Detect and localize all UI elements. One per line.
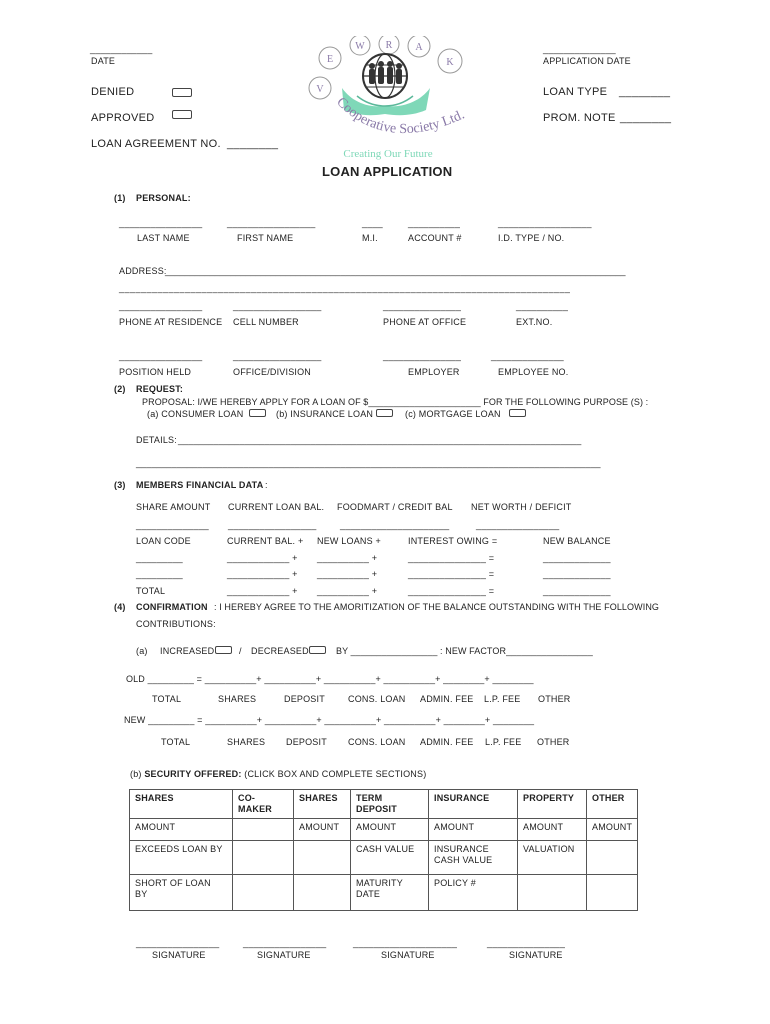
current-bal-label: CURRENT BAL. +	[227, 536, 304, 546]
first-name-label: FIRST NAME	[237, 233, 294, 243]
header-co-maker[interactable]: CO- MAKER	[233, 790, 294, 819]
net-worth-field[interactable]: ________________	[476, 520, 560, 530]
old-admin-fee-label: ADMIN. FEE	[420, 694, 474, 704]
current-loan-bal-field[interactable]: _________________	[228, 520, 317, 530]
signature-line-4[interactable]: _______________	[487, 938, 566, 948]
logo-society-text: Cooperative Society Ltd.	[333, 94, 467, 138]
phone-office-field[interactable]: _______________	[383, 301, 462, 311]
cell-amount[interactable]: AMOUNT	[294, 819, 351, 841]
loan-code-field[interactable]: _________	[136, 553, 183, 563]
details-field-2[interactable]: ___________________________________________________________________________________________	[136, 458, 601, 468]
current-bal-field[interactable]: ____________ +	[227, 553, 298, 563]
new-loans-field[interactable]: __________ +	[317, 569, 378, 579]
interest-owing-label: INTEREST OWING =	[408, 536, 498, 546]
contributions-label: CONTRIBUTIONS:	[136, 619, 216, 629]
decreased-label: DECREASED	[251, 646, 309, 656]
loan-type-label: LOAN TYPE	[543, 86, 608, 98]
security-heading-suffix: (CLICK BOX AND COMPLETE SECTIONS)	[241, 769, 427, 779]
total-interest-field[interactable]: _______________ =	[408, 586, 495, 596]
signature-line-3[interactable]: ____________________	[353, 938, 458, 948]
interest-owing-field[interactable]: _______________ =	[408, 553, 495, 563]
total-new-balance-field[interactable]: _____________	[543, 586, 611, 596]
new-loans-field[interactable]: __________ +	[317, 553, 378, 563]
signature-label-4: SIGNATURE	[509, 950, 563, 960]
item-a-label: (a)	[136, 646, 148, 656]
cell-cash-value[interactable]: CASH VALUE	[351, 841, 429, 875]
employee-no-label: EMPLOYEE NO.	[498, 367, 569, 377]
old-lp-fee-label: L.P. FEE	[484, 694, 521, 704]
new-deposit-label: DEPOSIT	[286, 737, 327, 747]
table-row	[130, 819, 638, 841]
mi-field[interactable]: ____	[362, 218, 383, 228]
increased-label: INCREASED	[160, 646, 215, 656]
old-cons-loan-label: CONS. LOAN	[348, 694, 406, 704]
loan-agreement-field[interactable]: ________	[227, 138, 279, 150]
total-current-bal-field[interactable]: ____________ +	[227, 586, 298, 596]
logo-letter: K	[446, 57, 454, 68]
id-type-field[interactable]: __________________	[498, 218, 592, 228]
new-loans-label: NEW LOANS +	[317, 536, 381, 546]
cell-exceeds-loan[interactable]: EXCEEDS LOAN BY	[130, 841, 233, 875]
signature-label-1: SIGNATURE	[152, 950, 206, 960]
signature-label-2: SIGNATURE	[257, 950, 311, 960]
new-shares-label: SHARES	[227, 737, 266, 747]
phone-residence-label: PHONE AT RESIDENCE	[119, 317, 223, 327]
old-contribution-line[interactable]: OLD _________ = __________+ __________+ __________+ __________+ ________+ ________	[126, 674, 534, 684]
table-row	[130, 790, 638, 819]
employer-label: EMPLOYER	[408, 367, 460, 377]
cell-empty[interactable]	[518, 875, 587, 911]
phone-office-label: PHONE AT OFFICE	[383, 317, 467, 327]
new-balance-field[interactable]: _____________	[543, 569, 611, 579]
new-balance-field[interactable]: _____________	[543, 553, 611, 563]
increased-checkbox[interactable]	[215, 646, 232, 654]
financial-heading: MEMBERS FINANCIAL DATA	[136, 480, 264, 490]
account-label: ACCOUNT #	[408, 233, 462, 243]
cell-amount[interactable]: AMOUNT	[351, 819, 429, 841]
cell-empty[interactable]	[233, 841, 294, 875]
cell-maturity-date[interactable]: MATURITY DATE	[351, 875, 429, 911]
header-other[interactable]: OTHER	[587, 790, 638, 819]
address-field-2[interactable]: __________________________________________________________________________________	[119, 283, 571, 293]
cooperative-logo	[302, 36, 474, 162]
employer-field[interactable]: _______________	[383, 351, 462, 361]
logo-letter: E	[326, 54, 334, 65]
cell-number-field[interactable]: _________________	[233, 301, 322, 311]
financial-num: (3)	[114, 480, 126, 490]
prom-note-label: PROM. NOTE	[543, 112, 616, 124]
last-name-field[interactable]: ________________	[119, 218, 203, 228]
new-lp-fee-label: L.P. FEE	[485, 737, 522, 747]
mortgage-loan-label: (c) MORTGAGE LOAN	[405, 409, 501, 419]
date-label: DATE	[91, 56, 116, 66]
logo-slogan: Creating Our Future	[343, 148, 433, 160]
new-total-label: TOTAL	[161, 737, 191, 747]
foodmart-credit-field[interactable]: _____________________	[340, 520, 450, 530]
loan-agreement-label: LOAN AGREEMENT NO.	[91, 138, 221, 150]
office-division-label: OFFICE/DIVISION	[233, 367, 312, 377]
cell-empty[interactable]	[294, 875, 351, 911]
consumer-loan-label: (a) CONSUMER LOAN	[147, 409, 244, 419]
cell-short-of-loan[interactable]: SHORT OF LOAN BY	[130, 875, 233, 911]
logo-letter: A	[415, 42, 423, 53]
new-balance-label: NEW BALANCE	[543, 536, 611, 546]
confirmation-text: : I HEREBY AGREE TO THE AMORITIZATION OF THE BALANCE OUTSTANDING WITH THE FOLLOWING	[214, 602, 660, 612]
denied-checkbox[interactable]	[172, 88, 192, 97]
loan-type-field[interactable]: ________	[619, 86, 671, 98]
logo-letter: W	[355, 41, 365, 52]
decreased-checkbox[interactable]	[309, 646, 326, 654]
date-line[interactable]: ____________	[90, 44, 153, 54]
application-date-label: APPLICATION DATE	[543, 56, 631, 66]
cell-policy[interactable]: POLICY #	[429, 875, 518, 911]
header-shares-2[interactable]: SHARES	[294, 790, 351, 819]
share-amount-label: SHARE AMOUNT	[136, 502, 211, 512]
cell-empty[interactable]	[294, 841, 351, 875]
address-field[interactable]: ____________________________________________________________________________________________	[165, 266, 626, 276]
old-deposit-label: DEPOSIT	[284, 694, 325, 704]
header-term-deposit[interactable]: TERM DEPOSIT	[351, 790, 429, 819]
security-heading	[130, 770, 426, 779]
new-cons-loan-label: CONS. LOAN	[348, 737, 406, 747]
loan-code-label: LOAN CODE	[136, 536, 191, 546]
cell-empty[interactable]	[587, 841, 638, 875]
cell-amount[interactable]: AMOUNT	[587, 819, 638, 841]
share-amount-field[interactable]: ______________	[136, 520, 209, 530]
approved-label: APPROVED	[91, 112, 155, 124]
cell-insurance-cash-value[interactable]: INSURANCE CASH VALUE	[429, 841, 518, 875]
approved-checkbox[interactable]	[172, 110, 192, 119]
signature-label-3: SIGNATURE	[381, 950, 435, 960]
interest-owing-field[interactable]: _______________ =	[408, 569, 495, 579]
table-row	[130, 875, 638, 911]
current-bal-field[interactable]: ____________ +	[227, 569, 298, 579]
new-other-label: OTHER	[537, 737, 570, 747]
last-name-label: LAST NAME	[137, 233, 190, 243]
insurance-loan-label: (b) INSURANCE LOAN	[276, 409, 374, 419]
account-field[interactable]: __________	[408, 218, 461, 228]
ext-no-field[interactable]: __________	[516, 301, 569, 311]
ext-no-label: EXT.NO.	[516, 317, 553, 327]
cell-empty[interactable]	[587, 875, 638, 911]
cell-number-label: CELL NUMBER	[233, 317, 299, 327]
old-other-label: OTHER	[538, 694, 571, 704]
office-division-field[interactable]: _________________	[233, 351, 322, 361]
net-worth-label: NET WORTH / DEFICIT	[471, 502, 572, 512]
foodmart-credit-label: FOODMART / CREDIT BAL	[337, 502, 453, 512]
confirmation-num: (4)	[114, 602, 126, 612]
request-heading: REQUEST:	[136, 384, 184, 394]
signature-line-2[interactable]: ________________	[243, 938, 327, 948]
old-total-label: TOTAL	[152, 694, 182, 704]
cell-empty[interactable]	[233, 819, 294, 841]
position-held-label: POSITION HELD	[119, 367, 192, 377]
loan-code-field[interactable]: _________	[136, 569, 183, 579]
position-held-field[interactable]: ________________	[119, 351, 203, 361]
table-row	[130, 841, 638, 875]
total-new-loans-field[interactable]: __________ +	[317, 586, 378, 596]
logo-letter: R	[385, 40, 393, 51]
insurance-loan-checkbox[interactable]	[376, 409, 393, 417]
slash-separator: /	[239, 646, 242, 656]
new-admin-fee-label: ADMIN. FEE	[420, 737, 474, 747]
current-loan-bal-label: CURRENT LOAN BAL.	[228, 502, 325, 512]
details-field[interactable]: _______________________________________________________________________________	[178, 435, 582, 445]
phone-residence-field[interactable]: ________________	[119, 301, 203, 311]
prom-note-field[interactable]: ________	[620, 112, 672, 124]
details-label: DETAILS:	[136, 435, 177, 445]
cell-amount[interactable]: AMOUNT	[130, 819, 233, 841]
header-shares[interactable]: SHARES	[130, 790, 233, 819]
cell-valuation[interactable]: VALUATION	[518, 841, 587, 875]
security-heading-bold: SECURITY OFFERED:	[144, 769, 242, 779]
by-new-factor-field[interactable]: BY _________________ : NEW FACTOR_________________	[336, 646, 593, 656]
cell-amount[interactable]: AMOUNT	[429, 819, 518, 841]
first-name-field[interactable]: _________________	[227, 218, 316, 228]
old-shares-label: SHARES	[218, 694, 257, 704]
logo-letter: V	[316, 84, 324, 95]
security-heading-prefix: (b)	[130, 769, 145, 779]
page-title: LOAN APPLICATION	[322, 164, 453, 179]
header-property[interactable]: PROPERTY	[518, 790, 587, 819]
new-contribution-line[interactable]: NEW _________ = __________+ __________+ __________+ __________+ ________+ ________	[124, 715, 535, 725]
confirmation-heading: CONFIRMATION	[136, 602, 208, 612]
address-label: ADDRESS:	[119, 266, 167, 276]
consumer-loan-checkbox[interactable]	[249, 409, 266, 417]
financial-colon: :	[265, 480, 268, 490]
request-num: (2)	[114, 384, 126, 394]
signature-line-1[interactable]: ________________	[136, 938, 220, 948]
proposal-text[interactable]: PROPOSAL: I/WE HEREBY APPLY FOR A LOAN OF $______________________ FOR THE FOLLOWING PURPOSE (S) :	[142, 397, 649, 407]
personal-heading: PERSONAL:	[136, 193, 191, 203]
mortgage-loan-checkbox[interactable]	[509, 409, 526, 417]
cell-amount[interactable]: AMOUNT	[518, 819, 587, 841]
personal-num: (1)	[114, 193, 126, 203]
mi-label: M.I.	[362, 233, 378, 243]
application-date-line[interactable]: ______________	[543, 44, 616, 54]
cell-empty[interactable]	[233, 875, 294, 911]
employee-no-field[interactable]: ______________	[491, 351, 564, 361]
denied-label: DENIED	[91, 86, 135, 98]
id-type-label: I.D. TYPE / NO.	[498, 233, 565, 243]
total-label: TOTAL	[136, 586, 166, 596]
security-table	[129, 789, 638, 911]
header-insurance[interactable]: INSURANCE	[429, 790, 518, 819]
